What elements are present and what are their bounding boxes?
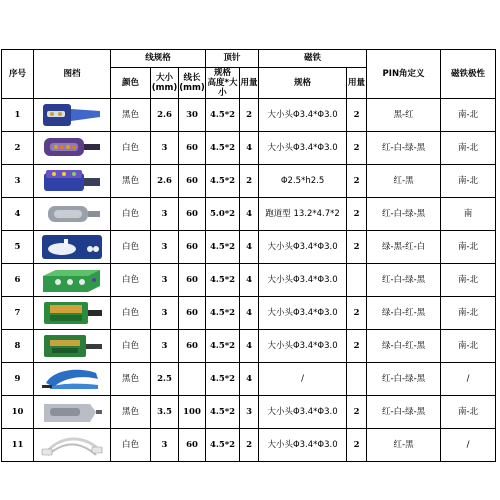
row-pin-definition: 红-白-绿-黑 xyxy=(367,396,441,429)
row-magnet-polarity: 南-北 xyxy=(441,99,496,132)
blue-usb-magnetic-connector-icon xyxy=(40,101,104,129)
table-row xyxy=(2,429,496,462)
header-magnet-qty: 用量 xyxy=(347,68,367,99)
row-wire-length: 30 xyxy=(179,99,206,132)
table-row xyxy=(2,231,496,264)
row-drawing xyxy=(34,264,111,297)
row-magnet-spec: 大小头Φ3.4*Φ3.0 xyxy=(259,396,347,429)
table-row xyxy=(2,297,496,330)
row-magnet-qty: 2 xyxy=(347,297,367,330)
row-magnet-spec: 大小头Φ3.4*Φ3.0 xyxy=(259,231,347,264)
row-wire-color: 白色 xyxy=(111,330,151,363)
row-magnet-polarity: / xyxy=(441,429,496,462)
row-wire-color: 白色 xyxy=(111,132,151,165)
row-wire-size: 2.6 xyxy=(151,165,179,198)
row-pin-spec: 4.5*2 xyxy=(206,297,240,330)
green-pogo-pin-housing-icon xyxy=(40,332,104,360)
row-pin-spec: 4.5*2 xyxy=(206,165,240,198)
row-pin-spec: 4.5*2 xyxy=(206,231,240,264)
row-seq: 2 xyxy=(2,132,34,165)
row-wire-length: 60 xyxy=(179,330,206,363)
row-magnet-spec: 跑道型 13.2*4.7*2 xyxy=(259,198,347,231)
row-wire-size: 3 xyxy=(151,198,179,231)
row-wire-size: 3.5 xyxy=(151,396,179,429)
row-wire-length: 60 xyxy=(179,198,206,231)
row-wire-length: 60 xyxy=(179,429,206,462)
row-magnet-polarity: 南-北 xyxy=(441,132,496,165)
header-magnet-spec: 规格 xyxy=(259,68,347,99)
row-wire-size: 3 xyxy=(151,297,179,330)
row-drawing xyxy=(34,429,111,462)
header-wire-spec: 线规格 xyxy=(111,50,206,68)
row-pin-definition: 红-白-绿-黑 xyxy=(367,132,441,165)
row-magnet-polarity: 南-北 xyxy=(441,231,496,264)
row-pin-definition: 绿-白-红-黑 xyxy=(367,330,441,363)
white-usb-cable-icon xyxy=(40,431,104,459)
row-magnet-qty: 2 xyxy=(347,165,367,198)
blue-clip-charger-icon xyxy=(40,365,104,393)
row-drawing xyxy=(34,99,111,132)
row-pin-qty: 4 xyxy=(240,132,259,165)
row-magnet-qty xyxy=(347,363,367,396)
row-wire-size: 2.6 xyxy=(151,99,179,132)
row-magnet-spec: 大小头Φ3.4*Φ3.0 xyxy=(259,264,347,297)
row-wire-length: 60 xyxy=(179,231,206,264)
row-pin-qty: 4 xyxy=(240,231,259,264)
table-row xyxy=(2,363,496,396)
table-row xyxy=(2,165,496,198)
row-wire-size: 3 xyxy=(151,429,179,462)
row-magnet-spec: Φ2.5*h2.5 xyxy=(259,165,347,198)
row-wire-size: 3 xyxy=(151,264,179,297)
row-magnet-qty: 2 xyxy=(347,198,367,231)
header-pin-spec: 规格 高度*大小 xyxy=(206,68,240,99)
header-magnet: 磁铁 xyxy=(259,50,367,68)
specification-table xyxy=(1,49,496,462)
row-pin-qty: 4 xyxy=(240,198,259,231)
table-row xyxy=(2,396,496,429)
header-magnet-polarity: 磁铁极性 xyxy=(441,50,496,99)
row-magnet-qty xyxy=(347,264,367,297)
row-pin-spec: 4.5*2 xyxy=(206,330,240,363)
row-magnet-qty: 2 xyxy=(347,231,367,264)
row-drawing xyxy=(34,297,111,330)
row-pin-spec: 4.5*2 xyxy=(206,429,240,462)
row-pin-qty: 4 xyxy=(240,297,259,330)
row-drawing xyxy=(34,198,111,231)
row-drawing xyxy=(34,132,111,165)
header-wire-size: 大小 (mm) xyxy=(151,68,179,99)
row-pin-qty: 2 xyxy=(240,165,259,198)
row-seq: 9 xyxy=(2,363,34,396)
row-drawing xyxy=(34,363,111,396)
row-wire-length: 60 xyxy=(179,165,206,198)
row-pin-spec: 4.5*2 xyxy=(206,396,240,429)
row-magnet-polarity: 南-北 xyxy=(441,165,496,198)
row-drawing xyxy=(34,330,111,363)
row-wire-length: 60 xyxy=(179,132,206,165)
row-magnet-qty: 2 xyxy=(347,99,367,132)
row-seq: 7 xyxy=(2,297,34,330)
row-wire-color: 黑色 xyxy=(111,363,151,396)
row-magnet-polarity: 南-北 xyxy=(441,264,496,297)
row-seq: 3 xyxy=(2,165,34,198)
row-magnet-polarity: 南 xyxy=(441,198,496,231)
row-wire-color: 白色 xyxy=(111,297,151,330)
row-drawing xyxy=(34,231,111,264)
row-pin-definition: 红-白-绿-黑 xyxy=(367,264,441,297)
row-wire-color: 白色 xyxy=(111,264,151,297)
table-row xyxy=(2,330,496,363)
row-magnet-spec: 大小头Φ3.4*Φ3.0 xyxy=(259,330,347,363)
row-wire-size: 3 xyxy=(151,231,179,264)
row-drawing xyxy=(34,165,111,198)
row-magnet-qty: 2 xyxy=(347,330,367,363)
header-pin-definition: PIN角定义 xyxy=(367,50,441,99)
row-pin-spec: 5.0*2 xyxy=(206,198,240,231)
row-magnet-spec: 大小头Φ3.4*Φ3.0 xyxy=(259,297,347,330)
row-pin-spec: 4.5*2 xyxy=(206,132,240,165)
row-magnet-polarity: 南-北 xyxy=(441,330,496,363)
grey-cradle-connector-icon xyxy=(40,398,104,426)
row-magnet-spec: 大小头Φ3.4*Φ3.0 xyxy=(259,429,347,462)
row-pin-spec: 4.5*2 xyxy=(206,363,240,396)
row-pin-spec: 4.5*2 xyxy=(206,264,240,297)
header-seq: 序号 xyxy=(2,50,34,99)
row-wire-length: 60 xyxy=(179,264,206,297)
table-row xyxy=(2,132,496,165)
row-magnet-polarity: 南-北 xyxy=(441,297,496,330)
grey-magnetic-plug-icon xyxy=(40,200,104,228)
header-wire-color: 颜色 xyxy=(111,68,151,99)
row-pin-qty: 2 xyxy=(240,429,259,462)
row-pin-spec: 4.5*2 xyxy=(206,99,240,132)
row-pin-definition: 红-黑 xyxy=(367,165,441,198)
row-seq: 4 xyxy=(2,198,34,231)
blue-connector-module-icon xyxy=(40,167,104,195)
row-pin-definition: 绿-白-红-黑 xyxy=(367,297,441,330)
row-pin-definition: 红-白-绿-黑 xyxy=(367,363,441,396)
row-magnet-polarity: / xyxy=(441,363,496,396)
row-seq: 10 xyxy=(2,396,34,429)
row-drawing xyxy=(34,396,111,429)
row-magnet-qty: 2 xyxy=(347,396,367,429)
header-wire-length: 线长 (mm) xyxy=(179,68,206,99)
row-wire-color: 黑色 xyxy=(111,396,151,429)
row-pin-qty: 3 xyxy=(240,396,259,429)
row-pin-qty: 4 xyxy=(240,264,259,297)
row-wire-color: 白色 xyxy=(111,198,151,231)
header-pin: 顶针 xyxy=(206,50,259,68)
row-wire-size: 3 xyxy=(151,132,179,165)
row-wire-color: 白色 xyxy=(111,231,151,264)
row-wire-color: 黑色 xyxy=(111,165,151,198)
row-seq: 6 xyxy=(2,264,34,297)
row-magnet-spec: / xyxy=(259,363,347,396)
row-wire-color: 白色 xyxy=(111,429,151,462)
table-row xyxy=(2,198,496,231)
row-pin-qty: 2 xyxy=(240,99,259,132)
row-pin-definition: 红-白-绿-黑 xyxy=(367,198,441,231)
row-pin-definition: 黑-红 xyxy=(367,99,441,132)
header-drawing: 图档 xyxy=(34,50,111,99)
row-magnet-qty: 2 xyxy=(347,429,367,462)
row-seq: 1 xyxy=(2,99,34,132)
row-seq: 5 xyxy=(2,231,34,264)
row-magnet-spec: 大小头Φ3.4*Φ3.0 xyxy=(259,99,347,132)
row-wire-size: 3 xyxy=(151,330,179,363)
row-magnet-spec: 大小头Φ3.4*Φ3.0 xyxy=(259,132,347,165)
row-wire-length xyxy=(179,363,206,396)
header-pin-qty: 用量 xyxy=(240,68,259,99)
row-seq: 8 xyxy=(2,330,34,363)
blue-wristband-connector-icon xyxy=(40,233,104,261)
row-wire-color: 黑色 xyxy=(111,99,151,132)
row-magnet-polarity: 南-北 xyxy=(441,396,496,429)
row-magnet-qty: 2 xyxy=(347,132,367,165)
row-wire-length: 100 xyxy=(179,396,206,429)
table-row xyxy=(2,264,496,297)
row-pin-definition: 红-黑 xyxy=(367,429,441,462)
green-pogo-pin-module-icon xyxy=(40,299,104,327)
green-pogo-pin-block-icon xyxy=(40,266,104,294)
row-seq: 11 xyxy=(2,429,34,462)
row-pin-qty: 4 xyxy=(240,330,259,363)
purple-magnetic-connector-icon xyxy=(40,134,104,162)
table-row xyxy=(2,99,496,132)
row-wire-length: 60 xyxy=(179,297,206,330)
row-wire-size: 2.5 xyxy=(151,363,179,396)
row-pin-qty: 4 xyxy=(240,363,259,396)
row-pin-definition: 绿-黑-红-白 xyxy=(367,231,441,264)
